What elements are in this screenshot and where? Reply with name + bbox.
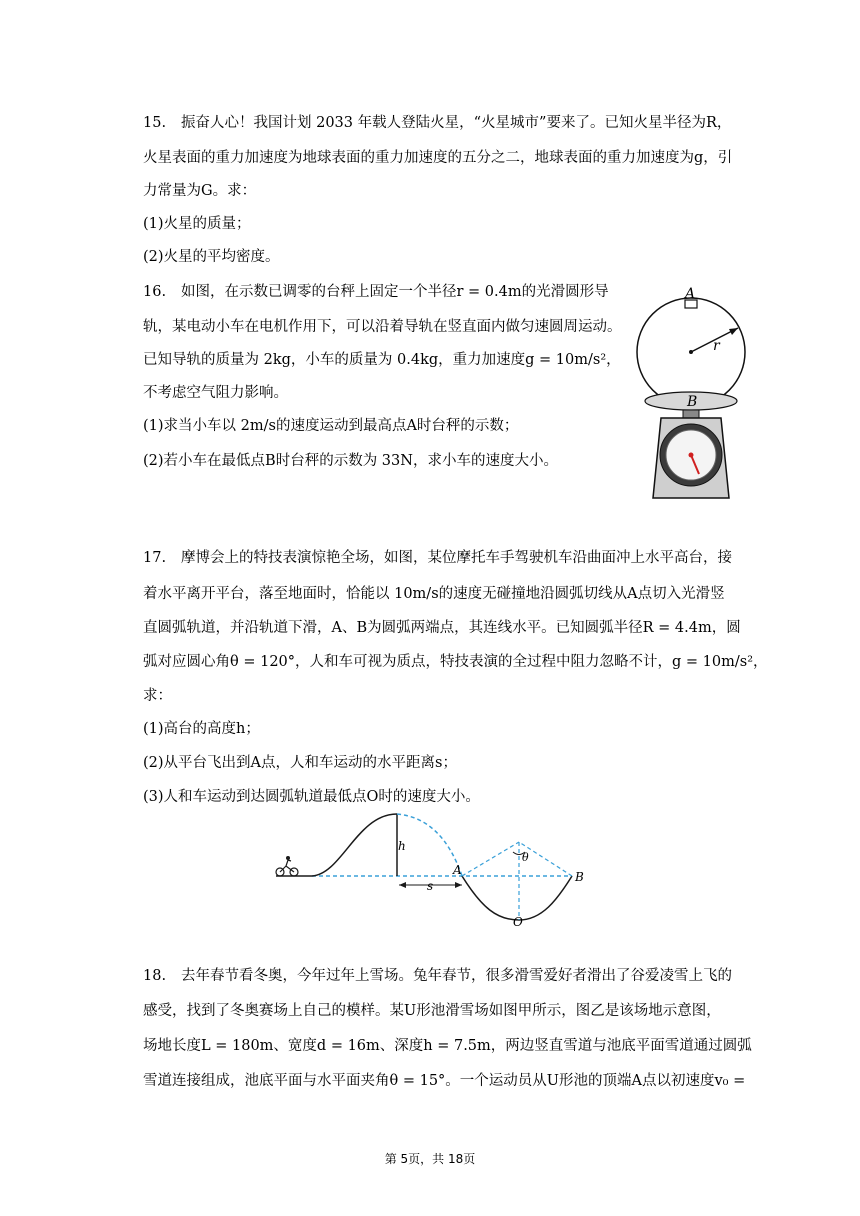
q18-line-3: 场地长度L = 180m、宽度d = 16m、深度h = 7.5m，两边竖直雪道与池底平面雪道通过圆弧 bbox=[143, 1038, 752, 1054]
q16-text-1: 如图，在示数已调零的台秤上固定一个半径r = 0.4m的光滑圆形导 bbox=[181, 284, 609, 300]
label-A: A bbox=[685, 286, 696, 302]
scale-neck bbox=[683, 410, 699, 418]
q18-line-1 bbox=[143, 966, 732, 986]
q17-line-3: 直圆弧轨道，并沿轨道下滑，A、B为圆弧两端点，其连线水平。已知圆弧半径R = 4.4m，圆 bbox=[143, 620, 741, 636]
q15-line-2: 火星表面的重力加速度为地球表面的重力加速度的五分之二，地球表面的重力加速度为g，引 bbox=[143, 150, 733, 166]
q18-line-2: 感受，找到了冬奥赛场上自己的模样。某U形池滑雪场如图甲所示，图乙是该场地示意图， bbox=[143, 1003, 721, 1019]
label-B2: B bbox=[575, 870, 584, 884]
arc-track bbox=[462, 876, 572, 920]
q17-number: 17. bbox=[143, 550, 167, 566]
q17-line-5: 求： bbox=[143, 688, 172, 704]
radius-dashed-A bbox=[462, 842, 519, 876]
q15-sub-1: (1)火星的质量； bbox=[143, 216, 251, 232]
label-O: O bbox=[513, 915, 523, 929]
q15-line-3: 力常量为G。求： bbox=[143, 183, 257, 199]
label-A2: A bbox=[453, 863, 462, 877]
q18-line-4: 雪道连接组成，池底平面与水平面夹角θ = 15°。一个运动员从U形池的顶端A点以初速度v₀ = bbox=[143, 1073, 746, 1089]
arrow-head-icon bbox=[729, 328, 738, 335]
label-B: B bbox=[687, 394, 698, 410]
q18-text-1: 去年春节看冬奥，今年过年上雪场。兔年春节，很多滑雪爱好者滑出了谷爱凌雪上飞的 bbox=[181, 968, 732, 984]
scale-circle-figure bbox=[625, 278, 765, 504]
q17-line-4: 弧对应圆心角θ = 120°，人和车可视为质点，特技表演的全过程中阻力忽略不计，g = 10m/s²， bbox=[143, 654, 768, 670]
q16-line-3: 已知导轨的质量为 2kg，小车的质量为 0.4kg，重力加速度g = 10m/s²， bbox=[143, 352, 621, 368]
label-s: s bbox=[427, 879, 434, 893]
q17-sub-1: (1)高台的高度h； bbox=[143, 721, 260, 737]
q16-sub-2: (2)若小车在最低点B时台秤的示数为 33N，求小车的速度大小。 bbox=[143, 453, 558, 469]
q15-line-1 bbox=[143, 113, 731, 133]
q17-text-1: 摩博会上的特技表演惊艳全场，如图，某位摩托车手驾驶机车沿曲面冲上水平高台，接 bbox=[181, 550, 732, 566]
label-h: h bbox=[398, 839, 406, 853]
q16-line-2: 轨，某电动小车在电机作用下，可以沿着导轨在竖直面内做匀速圆周运动。 bbox=[143, 319, 622, 335]
q16-sub-1: (1)求当小车以 2m/s的速度运动到最高点A时台秤的示数； bbox=[143, 418, 519, 434]
label-theta: θ bbox=[522, 851, 529, 864]
q17-sub-2: (2)从平台飞出到A点，人和车运动的水平距离s； bbox=[143, 755, 457, 771]
label-r: r bbox=[713, 338, 720, 354]
ramp-curve bbox=[312, 814, 397, 876]
arrow-left-icon bbox=[399, 882, 406, 888]
stunt-track-figure bbox=[272, 808, 602, 930]
q18-number: 18. bbox=[143, 968, 167, 984]
arrow-right-icon bbox=[455, 882, 462, 888]
q17-sub-3: (3)人和车运动到达圆弧轨道最低点O时的速度大小。 bbox=[143, 789, 480, 805]
q17-line-1 bbox=[143, 548, 732, 568]
q16-number: 16. bbox=[143, 284, 167, 300]
q16-line-4: 不考虑空气阻力影响。 bbox=[143, 385, 288, 401]
page-footer: 第 5页，共 18页 bbox=[384, 1152, 476, 1166]
q15-text-1: 振奋人心！我国计划 2033 年载人登陆火星，“火星城市”要来了。已知火星半径为R， bbox=[181, 115, 732, 131]
dial-pivot bbox=[689, 453, 694, 458]
q17-line-2: 着水平离开平台，落至地面时，恰能以 10m/s的速度无碰撞地沿圆弧切线从A点切入光滑竖 bbox=[143, 586, 725, 602]
q15-sub-2: (2)火星的平均密度。 bbox=[143, 249, 280, 265]
motorcycle-icon bbox=[276, 856, 298, 876]
q15-number: 15. bbox=[143, 115, 167, 131]
q16-line-1 bbox=[143, 282, 609, 302]
center-dot bbox=[689, 350, 693, 354]
